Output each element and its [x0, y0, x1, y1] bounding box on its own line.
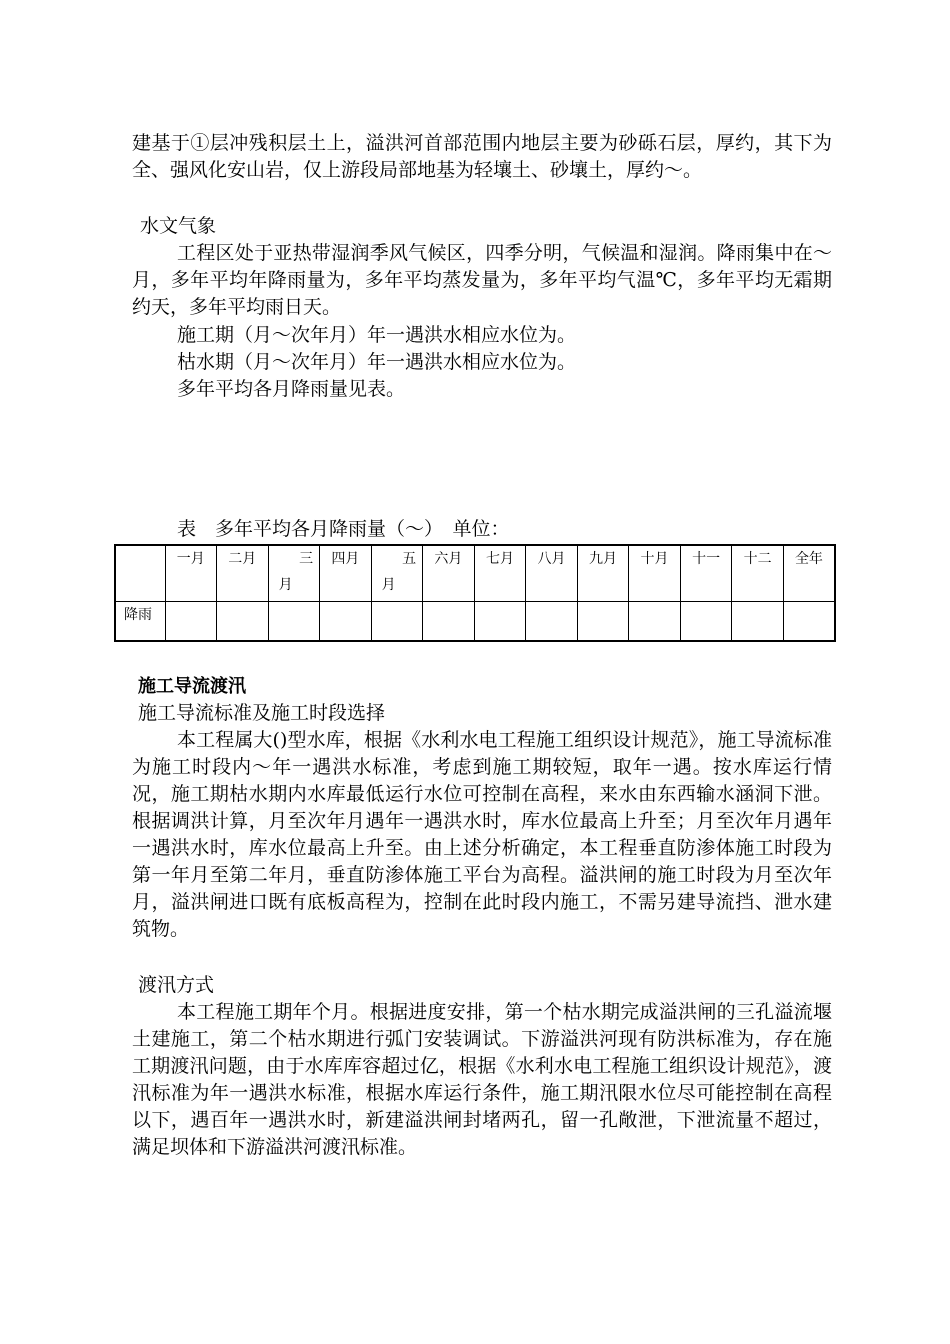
- table-cell: [732, 601, 784, 641]
- header-cell-empty: [115, 545, 165, 601]
- diversion-standard-heading: 施工导流标准及施工时段选择: [138, 702, 386, 724]
- header-cell-mar: [268, 545, 320, 601]
- rainfall-table-header-row: [115, 545, 835, 601]
- flood-passing-paragraph: 本工程施工期年个月。根据进度安排，第一个枯水期完成溢洪闸的三孔溢流堰土建施工，第二个枯水期进行弧门安装调试。下游溢洪河现有防洪标准为，存在施工期渡汛问题，由于水库库容超过亿，根据《水利水电工程施工组织设计规范》，渡汛标准为年一遇洪水标准，根据水库运行条件，施工期汛限水位尽可能控制在高程以下，遇百年一遇洪水时，新建溢洪闸封堵两孔，留一孔敞泄，下泄流量不超过，满足坝体和下游溢洪河渡汛标准。: [132, 1001, 832, 1158]
- header-cell-sep: 九月: [577, 545, 629, 601]
- table-cell: [474, 601, 526, 641]
- header-cell-mar-bottom: 月: [278, 577, 293, 593]
- header-cell-aug: 八月: [526, 545, 578, 601]
- header-cell-may: [371, 545, 423, 601]
- diversion-section-title: 施工导流渡汛: [138, 676, 246, 697]
- table-cell: [371, 601, 423, 641]
- header-cell-may-top: 五: [402, 551, 417, 567]
- table-cell: [217, 601, 269, 641]
- table-cell: [680, 601, 732, 641]
- hydrology-paragraph-climate: 工程区处于亚热带湿润季风气候区，四季分明，气候温和湿润。降雨集中在～月，多年平均年降雨量为，多年平均蒸发量为，多年平均气温℃，多年平均无霜期约天，多年平均雨日天。: [132, 242, 832, 318]
- header-cell-nov: 十一: [680, 545, 732, 601]
- header-cell-mar-top: 三: [299, 551, 314, 567]
- table-cell: [268, 601, 320, 641]
- table-cell: [577, 601, 629, 641]
- header-cell-year: 全年: [783, 545, 835, 601]
- table-cell: [783, 601, 835, 641]
- rainfall-table: [114, 544, 836, 642]
- header-cell-apr: 四月: [320, 545, 372, 601]
- table-cell: [526, 601, 578, 641]
- header-cell-jun: 六月: [423, 545, 475, 601]
- header-cell-may-bottom: 月: [381, 577, 396, 593]
- header-cell-dec: 十二: [732, 545, 784, 601]
- rain-table-caption: 表 多年平均各月降雨量（～） 单位：: [177, 518, 510, 540]
- hydrology-paragraph-construction-period: 施工期（月～次年月）年一遇洪水相应水位为。: [177, 324, 577, 346]
- table-cell: [423, 601, 475, 641]
- header-cell-jul: 七月: [474, 545, 526, 601]
- table-cell: [320, 601, 372, 641]
- header-cell-feb: 二月: [217, 545, 269, 601]
- header-cell-oct: 十月: [629, 545, 681, 601]
- rainfall-table-data-row: [115, 601, 835, 641]
- hydrology-paragraph-table-reference: 多年平均各月降雨量见表。: [177, 378, 406, 400]
- hydrology-heading: 水文气象: [140, 215, 217, 237]
- diversion-standard-paragraph: 本工程属大()型水库，根据《水利水电工程施工组织设计规范》，施工导流标准为施工时段内～年一遇洪水标准，考虑到施工期较短，取年一遇。按水库运行情况，施工期枯水期内水库最低运行水位可控制在高程，来水由东西输水涵洞下泄。根据调洪计算，月至次年月遇年一遇洪水时，库水位最高上升至；月至次年月遇年一遇洪水时，库水位最高上升至。由上述分析确定，本工程垂直防渗体施工时段为第一年月至第二年月，垂直防渗体施工平台为高程。溢洪闸的施工时段为月至次年月，溢洪闸进口既有底板高程为，控制在此时段内施工，不需另建导流挡、泄水建筑物。: [132, 729, 832, 940]
- row-label-rainfall: 降雨: [115, 601, 165, 641]
- geology-paragraph: 建基于①层冲残积层土上，溢洪河首部范围内地层主要为砂砾石层，厚约，其下为全、强风化安山岩，仅上游段局部地基为轻壤土、砂壤土，厚约～。: [132, 132, 832, 181]
- hydrology-paragraph-dry-period: 枯水期（月～次年月）年一遇洪水相应水位为。: [177, 351, 577, 373]
- header-cell-jan: 一月: [165, 545, 217, 601]
- flood-passing-heading: 渡汛方式: [138, 974, 215, 996]
- table-cell: [165, 601, 217, 641]
- table-cell: [629, 601, 681, 641]
